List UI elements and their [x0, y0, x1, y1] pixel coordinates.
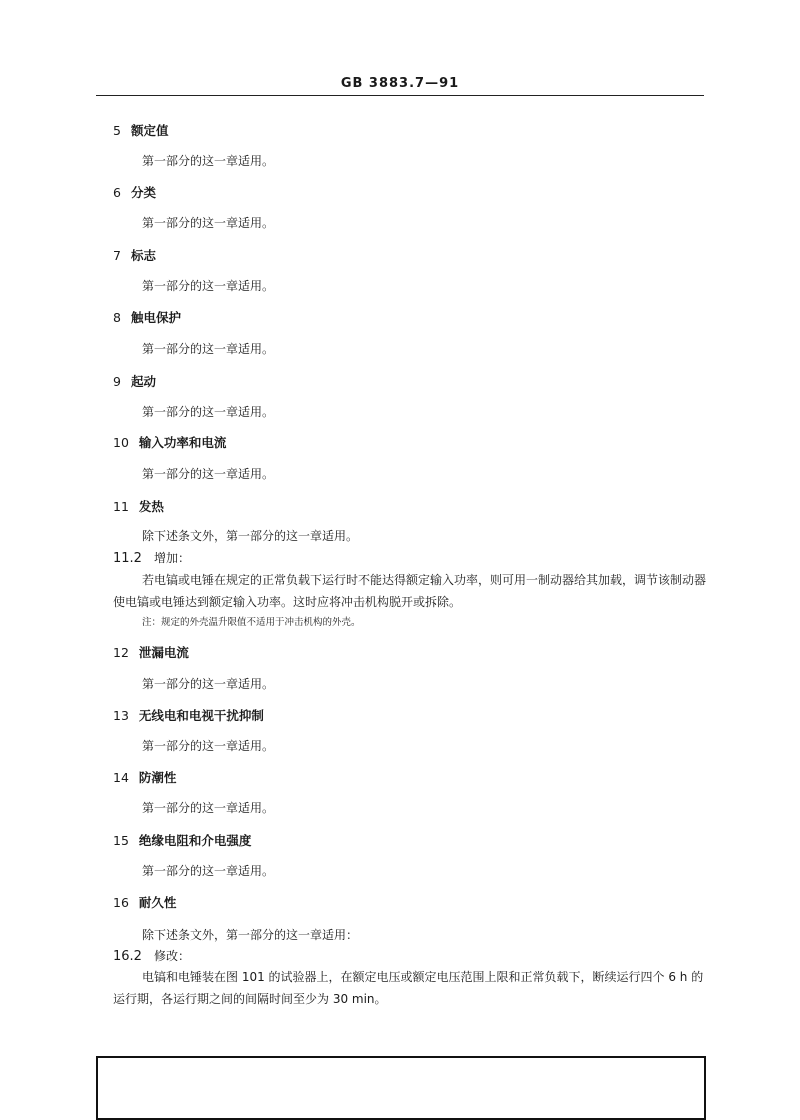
section-heading — [113, 308, 181, 326]
section-title: 额定值 — [130, 123, 169, 138]
section-number: 16 — [113, 895, 129, 910]
section-heading — [113, 183, 156, 201]
section-number: 8 — [113, 310, 121, 325]
section-text: 第一部分的这一章适用。 — [142, 154, 275, 168]
clause-title: 修改： — [153, 949, 190, 963]
header-rule — [96, 95, 704, 96]
clause-number: 16.2 — [113, 949, 142, 964]
section-text: 第一部分的这一章适用。 — [142, 677, 275, 691]
section-number: 11 — [113, 499, 129, 514]
section-text: 第一部分的这一章适用。 — [142, 467, 275, 481]
section-title: 泄漏电流 — [138, 645, 189, 660]
section-text: 第一部分的这一章适用。 — [142, 342, 275, 356]
section-text: 第一部分的这一章适用。 — [142, 801, 275, 815]
section-text: 第一部分的这一章适用。 — [142, 279, 275, 293]
section-title: 触电保护 — [130, 310, 181, 325]
section-number: 6 — [113, 185, 121, 200]
section-title: 输入功率和电流 — [138, 435, 227, 450]
section-title: 绝缘电阻和介电强度 — [138, 833, 252, 848]
document-header: GB 3883.7—91 — [340, 76, 460, 91]
section-text: 第一部分的这一章适用。 — [142, 405, 275, 419]
section-heading — [113, 497, 164, 515]
section-number: 13 — [113, 708, 129, 723]
section-text: 除下述条文外，第一部分的这一章适用。 — [142, 529, 359, 543]
section-title: 起动 — [130, 374, 156, 389]
clause-16-2-paragraph: 电镐和电锤装在图 101 的试验器上，在额定电压或额定电压范围上限和正常负载下，断续运行四个 6 h 的运行期，各运行期之间的间隔时间至少为 30 min。 — [113, 970, 704, 1006]
section-number: 7 — [113, 248, 121, 263]
section-heading — [113, 433, 226, 451]
section-title: 标志 — [130, 248, 156, 263]
section-heading — [113, 831, 251, 849]
section-title: 发热 — [138, 499, 164, 514]
section-number: 5 — [113, 123, 121, 138]
section-title: 分类 — [130, 185, 156, 200]
section-text: 第一部分的这一章适用。 — [142, 864, 275, 878]
bottom-frame — [96, 1056, 706, 1120]
clause-title: 增加： — [153, 551, 190, 565]
section-text: 第一部分的这一章适用。 — [142, 739, 275, 753]
clause-11-2-note: 注：规定的外壳温升限值不适用于冲击机构的外壳。 — [142, 617, 361, 628]
section-number: 10 — [113, 435, 129, 450]
clause-number: 11.2 — [113, 551, 142, 566]
section-heading — [113, 372, 156, 390]
section-text: 第一部分的这一章适用。 — [142, 216, 275, 230]
section-number: 9 — [113, 374, 121, 389]
section-heading — [113, 768, 176, 786]
section-heading — [113, 706, 264, 724]
section-number: 15 — [113, 833, 129, 848]
section-title: 耐久性 — [138, 895, 177, 910]
section-number: 14 — [113, 770, 129, 785]
section-title: 防潮性 — [138, 770, 177, 785]
section-heading — [113, 246, 156, 264]
clause-11-2-heading — [113, 549, 190, 566]
section-heading — [113, 643, 189, 661]
section-title: 无线电和电视干扰抑制 — [138, 708, 264, 723]
section-number: 12 — [113, 645, 129, 660]
section-text: 除下述条文外，第一部分的这一章适用： — [142, 928, 359, 942]
clause-11-2-paragraph: 若电镐或电锤在规定的正常负载下运行时不能达得额定输入功率，则可用一制动器给其加载，调节该制动器使电镐或电锤达到额定输入功率。这时应将冲击机构脱开或拆除。 — [113, 573, 707, 609]
section-heading — [113, 893, 176, 911]
clause-16-2-heading — [113, 947, 190, 964]
section-heading — [113, 121, 168, 139]
